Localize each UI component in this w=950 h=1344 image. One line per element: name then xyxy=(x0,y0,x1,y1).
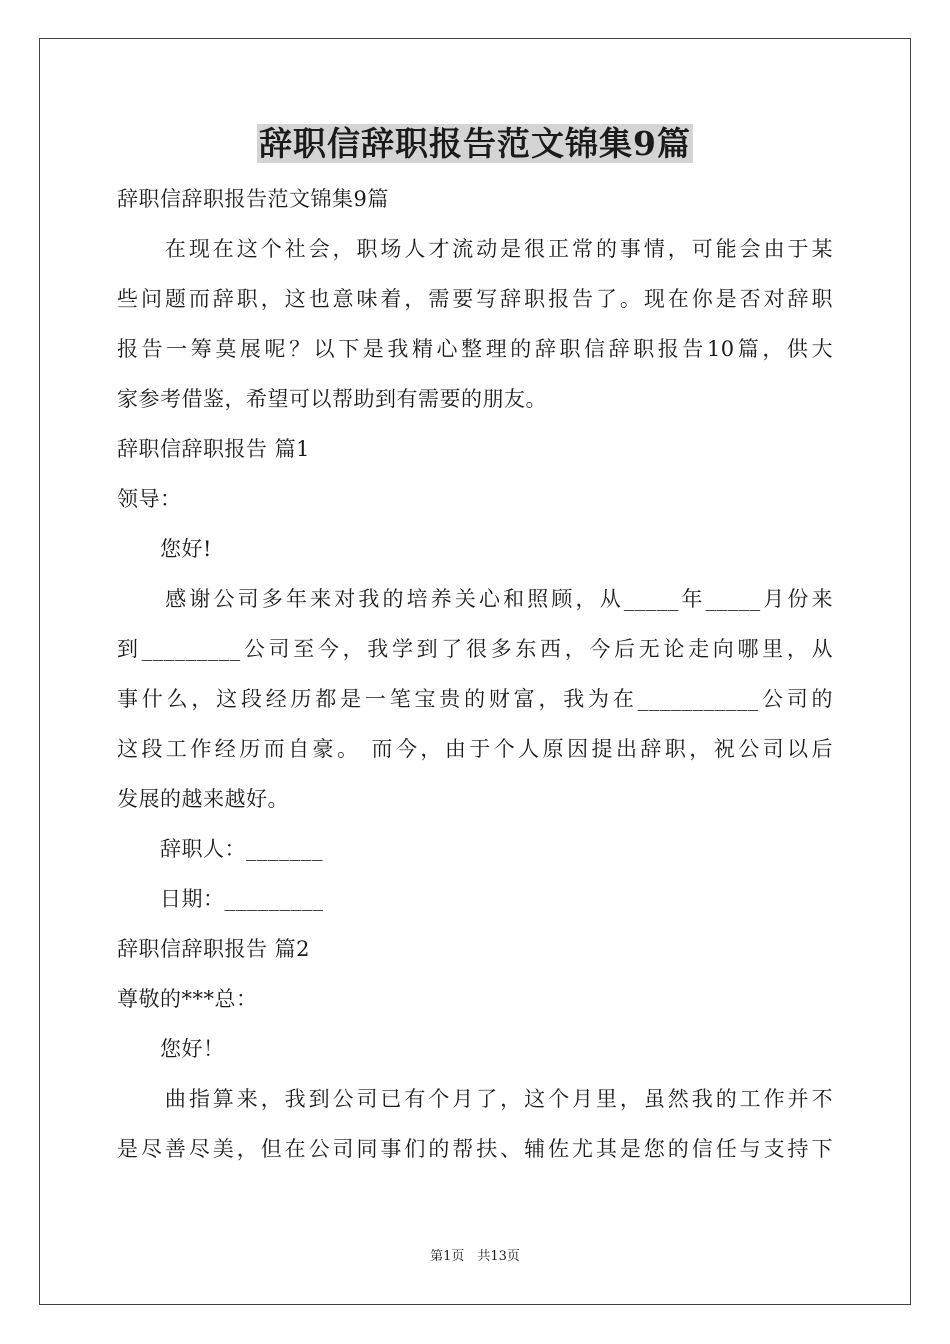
paragraph-line: 曲指算来，我到公司已有个月了，这个月里，虽然我的工作并不 xyxy=(117,1087,833,1111)
signature-line: 辞职人：_______ xyxy=(117,837,323,861)
subtitle-line: 辞职信辞职报告范文锦集9篇 xyxy=(117,187,389,211)
page-border xyxy=(39,38,911,1305)
greeting: 您好! xyxy=(117,537,212,561)
date-line: 日期：_________ xyxy=(117,887,324,911)
paragraph-line: 些问题而辞职，这也意味着，需要写辞职报告了。现在你是否对辞职 xyxy=(117,287,833,311)
paragraph-line: 发展的越来越好。 xyxy=(117,787,289,811)
paragraph-line: 是尽善尽美，但在公司同事们的帮扶、辅佐尤其是您的信任与支持下 xyxy=(117,1137,833,1161)
section-heading: 辞职信辞职报告 篇2 xyxy=(117,937,311,961)
salutation: 领导： xyxy=(117,487,182,511)
paragraph-line: 到_________公司至今，我学到了很多东西，今后无论走向哪里，从 xyxy=(117,637,833,661)
section-heading: 辞职信辞职报告 篇1 xyxy=(117,437,311,461)
paragraph-line: 事什么，这段经历都是一笔宝贵的财富，我为在___________公司的 xyxy=(117,687,833,711)
paragraph-line: 感谢公司多年来对我的培养关心和照顾，从_____年_____月份来 xyxy=(117,587,833,611)
paragraph-line: 报告一筹莫展呢？以下是我精心整理的辞职信辞职报告10篇，供大 xyxy=(117,337,833,361)
paragraph-line: 这段工作经历而自豪。 而今，由于个人原因提出辞职，祝公司以后 xyxy=(117,737,833,761)
paragraph-line: 家参考借鉴，希望可以帮助到有需要的朋友。 xyxy=(117,387,547,411)
document-title-text: 辞职信辞职报告范文锦集9篇 xyxy=(259,124,691,163)
page-footer: 第1页 共13页 xyxy=(430,1249,520,1264)
paragraph-line: 在现在这个社会，职场人才流动是很正常的事情，可能会由于某 xyxy=(117,237,833,261)
document-title xyxy=(0,122,950,166)
salutation: 尊敬的***总： xyxy=(117,987,258,1011)
greeting: 您好！ xyxy=(117,1037,225,1061)
